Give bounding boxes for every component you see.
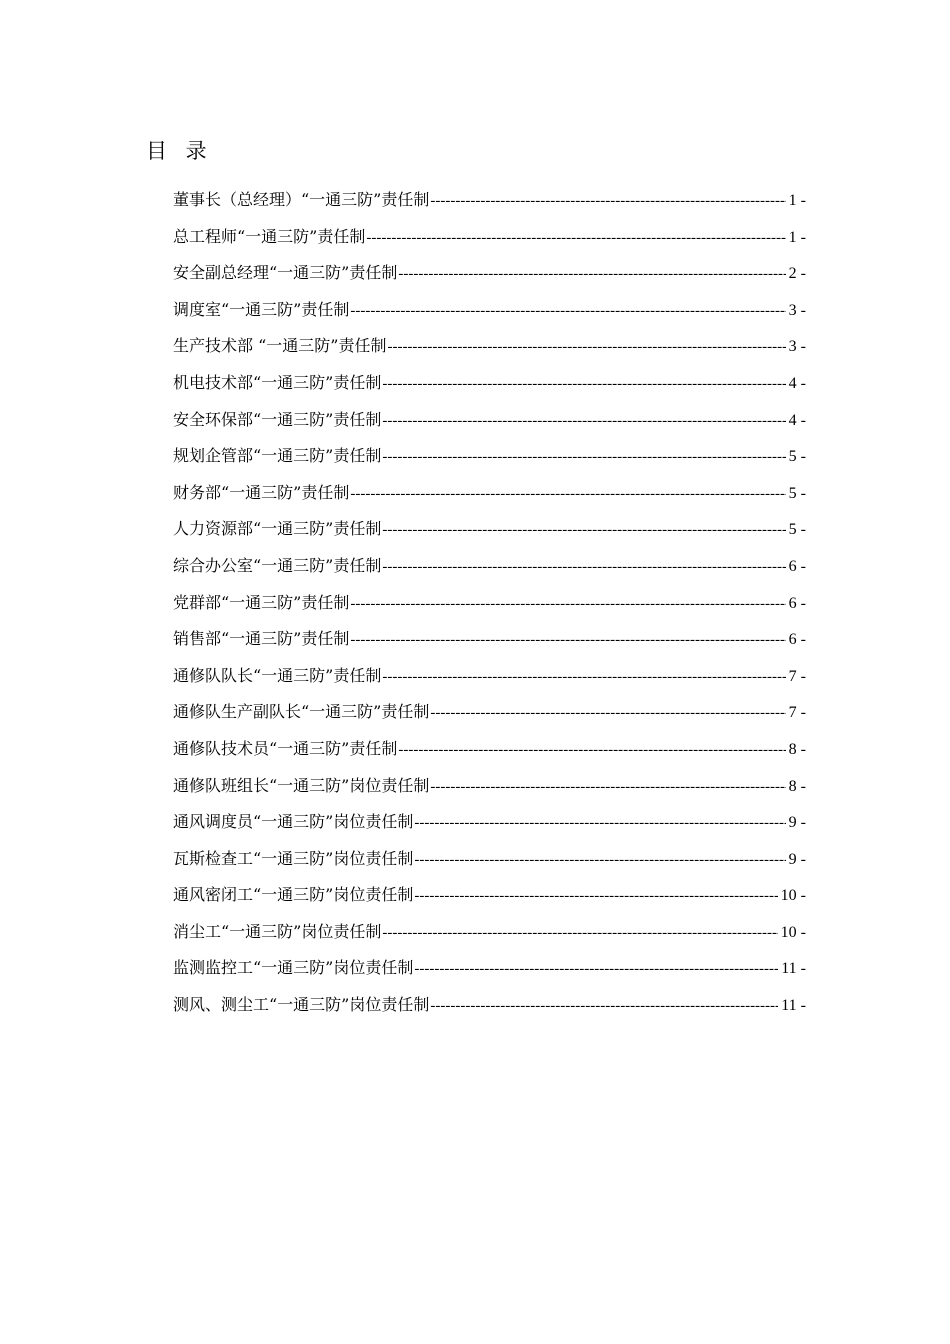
toc-entry-page-number: 4 - xyxy=(788,411,806,429)
toc-dot-leader xyxy=(382,919,777,947)
toc-entry-label: 通修队技术员“一通三防”责任制 xyxy=(173,738,398,758)
toc-entry-label: 监测监控工“一通三防”岗位责任制 xyxy=(173,958,414,978)
toc-dot-leader xyxy=(430,699,785,727)
toc-entry[interactable] xyxy=(173,186,806,223)
toc-entry[interactable] xyxy=(173,589,806,626)
toc-entry[interactable] xyxy=(173,369,806,406)
toc-dot-leader xyxy=(430,773,785,801)
toc-dot-leader xyxy=(414,846,785,874)
toc-dot-leader xyxy=(414,955,778,983)
toc-entry-label: 规划企管部“一通三防”责任制 xyxy=(173,446,382,466)
toc-entry-label: 生产技术部 “一通三防”责任制 xyxy=(173,336,387,356)
toc-entry[interactable] xyxy=(173,881,806,918)
toc-entry[interactable] xyxy=(173,845,806,882)
toc-entry[interactable] xyxy=(173,991,806,1028)
toc-entry[interactable] xyxy=(173,698,806,735)
toc-entry[interactable] xyxy=(173,296,806,333)
toc-entry-page-number: 6 - xyxy=(788,631,806,649)
toc-entry-page-number: 6 - xyxy=(788,557,806,575)
toc-entry-label: 总工程师“一通三防”责任制 xyxy=(173,226,366,246)
toc-entry-page-number: 2 - xyxy=(788,265,806,283)
toc-dot-leader xyxy=(398,260,785,288)
toc-entry-page-number: 7 - xyxy=(788,667,806,685)
toc-dot-leader xyxy=(382,553,785,581)
toc-entry[interactable] xyxy=(173,223,806,260)
toc-dot-leader xyxy=(350,590,785,618)
toc-entry-page-number: 3 - xyxy=(788,301,806,319)
toc-entry[interactable] xyxy=(173,515,806,552)
toc-dot-leader xyxy=(387,333,785,361)
toc-entry-page-number: 1 - xyxy=(788,228,806,246)
toc-entry-label: 调度室“一通三防”责任制 xyxy=(173,299,350,319)
toc-dot-leader xyxy=(382,407,785,435)
toc-entry[interactable] xyxy=(173,259,806,296)
toc-entry-label: 测风、测尘工“一通三防”岗位责任制 xyxy=(173,995,430,1015)
toc-dot-leader xyxy=(398,736,785,764)
toc-dot-leader xyxy=(382,370,785,398)
toc-entry-page-number: 7 - xyxy=(788,704,806,722)
toc-entry-page-number: 5 - xyxy=(788,484,806,502)
toc-entry-page-number: 11 - xyxy=(781,997,806,1015)
toc-dot-leader xyxy=(414,809,785,837)
toc-dot-leader xyxy=(350,626,785,654)
toc-entry-label: 综合办公室“一通三防”责任制 xyxy=(173,555,382,575)
toc-entry[interactable] xyxy=(173,954,806,991)
toc-list xyxy=(173,186,806,1028)
toc-entry-label: 通修队班组长“一通三防”岗位责任制 xyxy=(173,775,430,795)
toc-entry-page-number: 5 - xyxy=(788,521,806,539)
toc-entry[interactable] xyxy=(173,552,806,589)
toc-entry-label: 通风调度员“一通三防”岗位责任制 xyxy=(173,812,414,832)
toc-entry[interactable] xyxy=(173,772,806,809)
toc-entry-page-number: 10 - xyxy=(780,923,806,941)
toc-entry[interactable] xyxy=(173,625,806,662)
toc-entry-label: 人力资源部“一通三防”责任制 xyxy=(173,519,382,539)
toc-dot-leader xyxy=(382,516,785,544)
toc-dot-leader xyxy=(382,663,785,691)
toc-entry-page-number: 10 - xyxy=(780,887,806,905)
toc-entry-page-number: 6 - xyxy=(788,594,806,612)
toc-entry[interactable] xyxy=(173,332,806,369)
toc-dot-leader xyxy=(382,443,785,471)
toc-dot-leader xyxy=(430,187,785,215)
toc-entry-label: 党群部“一通三防”责任制 xyxy=(173,592,350,612)
toc-dot-leader xyxy=(430,992,778,1020)
toc-entry-label: 机电技术部“一通三防”责任制 xyxy=(173,372,382,392)
toc-entry-label: 销售部“一通三防”责任制 xyxy=(173,629,350,649)
toc-dot-leader xyxy=(350,480,785,508)
toc-entry-page-number: 1 - xyxy=(788,192,806,209)
toc-entry[interactable] xyxy=(173,808,806,845)
toc-entry-label: 通修队生产副队长“一通三防”责任制 xyxy=(173,702,430,722)
toc-entry-label: 通风密闭工“一通三防”岗位责任制 xyxy=(173,885,414,905)
toc-entry-label: 通修队队长“一通三防”责任制 xyxy=(173,665,382,685)
toc-entry-page-number: 8 - xyxy=(788,740,806,758)
toc-entry-label: 瓦斯检查工“一通三防”岗位责任制 xyxy=(173,848,414,868)
toc-entry[interactable] xyxy=(173,918,806,955)
toc-entry[interactable] xyxy=(173,406,806,443)
toc-entry-page-number: 9 - xyxy=(788,850,806,868)
toc-entry-page-number: 9 - xyxy=(788,814,806,832)
toc-dot-leader xyxy=(414,882,777,910)
toc-entry[interactable] xyxy=(173,662,806,699)
toc-entry-label: 消尘工“一通三防”岗位责任制 xyxy=(173,921,382,941)
toc-entry-page-number: 5 - xyxy=(788,448,806,466)
toc-entry-page-number: 8 - xyxy=(788,777,806,795)
toc-entry[interactable] xyxy=(173,479,806,516)
toc-entry[interactable] xyxy=(173,442,806,479)
toc-entry-page-number: 11 - xyxy=(781,960,806,978)
toc-entry-label: 董事长（总经理）“一通三防”责任制 xyxy=(173,190,430,209)
toc-entry[interactable] xyxy=(173,735,806,772)
toc-entry-page-number: 3 - xyxy=(788,338,806,356)
toc-dot-leader xyxy=(366,224,785,252)
toc-entry-page-number: 4 - xyxy=(788,374,806,392)
toc-title: 目 录 xyxy=(146,139,213,163)
toc-entry-label: 财务部“一通三防”责任制 xyxy=(173,482,350,502)
toc-entry-label: 安全环保部“一通三防”责任制 xyxy=(173,409,382,429)
toc-dot-leader xyxy=(350,297,785,325)
toc-entry-label: 安全副总经理“一通三防”责任制 xyxy=(173,263,398,283)
